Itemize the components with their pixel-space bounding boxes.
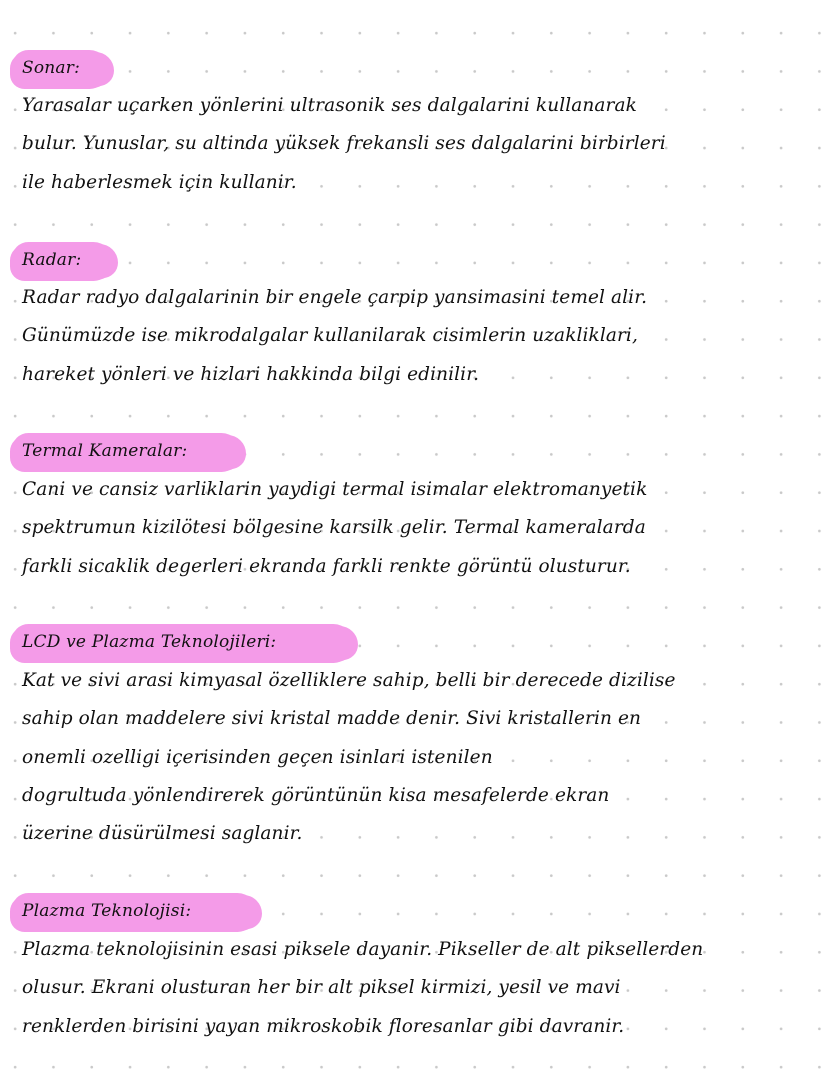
body-line: Cani ve cansiz varliklarin yaydigi termal isimalar elektromanyetik [22, 479, 648, 500]
body-line: Plazma teknolojisinin esasi piksele dayanir. Pikseller de alt piksellerden [22, 939, 704, 960]
body-line: Günümüzde ise mikrodalgalar kullanilarak cisimlerin uzakliklari, [22, 325, 638, 347]
section-body [22, 279, 647, 394]
body-line: spektrumun kizilötesi bölgesine karsilk gelir. Termal kameralarda [22, 517, 646, 539]
heading-highlight-radar [12, 242, 116, 280]
heading-highlight-termal [12, 433, 246, 471]
section-heading: Plazma Teknolojisi: [22, 901, 192, 921]
body-line: üzerine düsürülmesi saglanir. [22, 823, 303, 845]
body-line: onemli ozelligi içerisinden geçen isinlari istenilen [22, 746, 493, 768]
body-line: olusur. Ekrani olusturan her bir alt piksel kirmizi, yesil ve mavi [22, 977, 621, 999]
heading-highlight-sonar [12, 50, 112, 88]
body-line: bulur. Yunuslar, su altinda yüksek frekansli ses dalgalarini birbirleri [22, 133, 666, 155]
section-body [22, 471, 647, 586]
body-line: ile haberlesmek için kullanir. [22, 171, 297, 193]
section-heading: Sonar: [22, 58, 81, 78]
body-line: sahip olan maddelere sivi kristal madde denir. Sivi kristallerin en [22, 708, 642, 730]
body-line: farkli sicaklik degerleri ekranda farkli renkte görüntü olusturur. [22, 555, 631, 577]
body-line: hareket yönleri ve hizlari hakkinda bilgi edinilir. [22, 363, 480, 385]
section-heading: LCD ve Plazma Teknolojileri: [22, 632, 277, 652]
body-line: Kat ve sivi arasi kimyasal özelliklere sahip, belli bir derecede dizilise [22, 670, 676, 691]
body-line: Yarasalar uçarken yönlerini ultrasonik ses dalgalarini kullanarak [22, 95, 637, 116]
section-body [22, 931, 703, 1046]
body-line: Radar radyo dalgalarinin bir engele çarpip yansimasini temel alir. [22, 287, 648, 308]
section-body [22, 87, 666, 202]
body-line: dogrultuda yönlendirerek görüntünün kisa mesafelerde ekran [22, 784, 610, 806]
heading-highlight-lcd [12, 624, 358, 662]
section-heading: Radar: [22, 250, 82, 270]
body-line: renklerden birisini yayan mikroskobik floresanlar gibi davranir. [22, 1015, 625, 1037]
section-body [22, 662, 676, 853]
section-heading: Termal Kameralar: [22, 441, 188, 461]
heading-highlight-plazma [12, 893, 262, 931]
